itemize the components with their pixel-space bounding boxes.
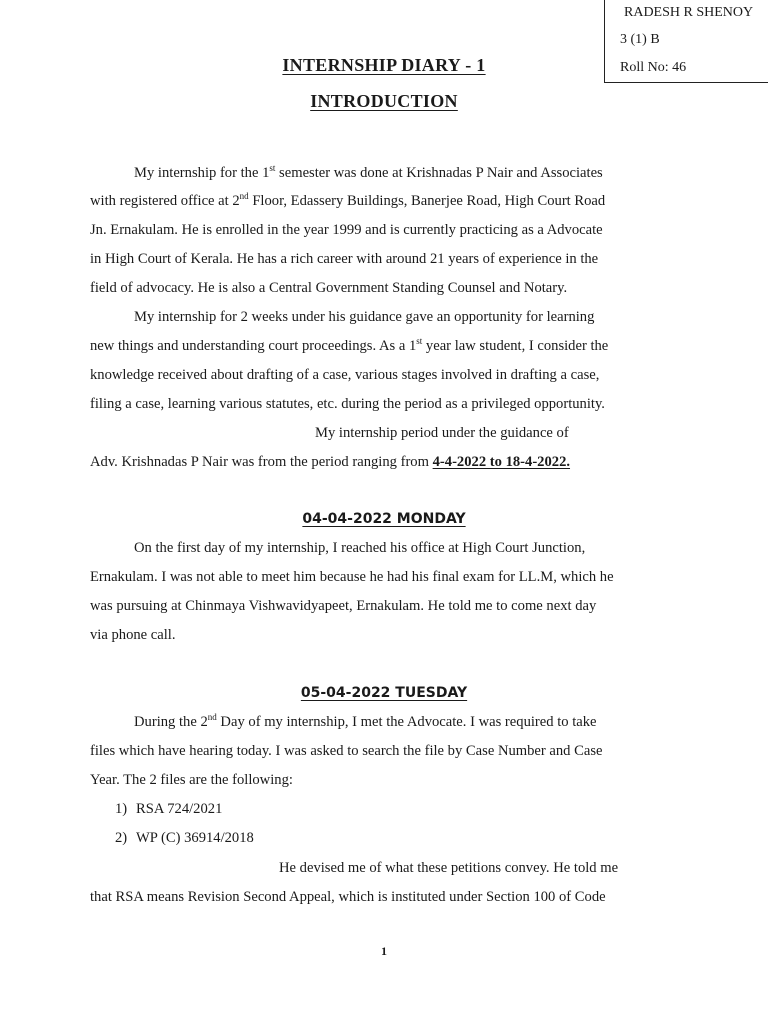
intro-line-5: field of advocacy. He is also a Central Government Standing Counsel and Notary. (90, 280, 568, 296)
intro-line-10: My internship period under the guidance of (315, 425, 569, 441)
intro-line-3: Jn. Ernakulam. He is enrolled in the year 1999 and is currently practicing as a Advocate (90, 222, 603, 238)
day2-line-5: that RSA means Revision Second Appeal, which is instituted under Section 100 of Code (90, 889, 606, 905)
list-item-2-number: 2) (115, 830, 128, 846)
intro-line-6: My internship for 2 weeks under his guidance gave an opportunity for learning (134, 309, 595, 325)
intro-line-2: with registered office at 2nd Floor, Edassery Buildings, Banerjee Road, High Court Road (90, 191, 606, 209)
day1-line-4: via phone call. (90, 627, 176, 643)
list-item-2: WP (C) 36914/2018 (136, 830, 254, 846)
list-item-1: RSA 724/2021 (136, 801, 223, 817)
day2-line-4: He devised me of what these petitions convey. He told me (279, 860, 619, 876)
student-name: RADESH R SHENOY (624, 5, 754, 20)
page-number: 1 (381, 944, 387, 958)
document-title-text: INTERNSHIP DIARY - 1 (282, 55, 486, 75)
internship-dates: 4-4-2022 to 18-4-2022. (432, 454, 571, 470)
intro-line-1: My internship for the 1st semester was done at Krishnadas P Nair and Associates (134, 163, 603, 181)
intro-line-4: in High Court of Kerala. He has a rich career with around 21 years of experience in the (90, 251, 599, 267)
document-subtitle (0, 91, 768, 112)
day1-line-1: On the first day of my internship, I reached his office at High Court Junction, (134, 540, 586, 556)
student-class: 3 (1) B (620, 32, 660, 47)
day2-line-3: Year. The 2 files are the following: (90, 772, 293, 788)
day2-line-1: During the 2nd Day of my internship, I met the Advocate. I was required to take (134, 712, 597, 730)
day2-heading: 05-04-2022 TUESDAY (300, 685, 468, 701)
intro-line-9: filing a case, learning various statutes, etc. during the period as a privileged opportunity. (90, 396, 605, 412)
day2-line-2: files which have hearing today. I was asked to search the file by Case Number and Case (90, 743, 603, 759)
day1-line-3: was pursuing at Chinmaya Vishwavidyapeet, Ernakulam. He told me to come next day (90, 598, 597, 614)
student-roll: Roll No: 46 (620, 60, 687, 75)
document-subtitle-text: INTRODUCTION (310, 91, 458, 111)
day1-line-2: Ernakulam. I was not able to meet him because he had his final exam for LL.M, which he (90, 569, 614, 585)
intro-line-8: knowledge received about drafting of a case, various stages involved in drafting a case, (90, 367, 600, 383)
list-item-1-number: 1) (115, 801, 128, 817)
intro-line-11: Adv. Krishnadas P Nair was from the period ranging from 4-4-2022 to 18-4-2022. (90, 454, 571, 470)
day1-heading: 04-04-2022 MONDAY (302, 511, 466, 527)
intro-line-7: new things and understanding court proceedings. As a 1st year law student, I consider the (90, 336, 609, 354)
document-title (0, 55, 768, 76)
